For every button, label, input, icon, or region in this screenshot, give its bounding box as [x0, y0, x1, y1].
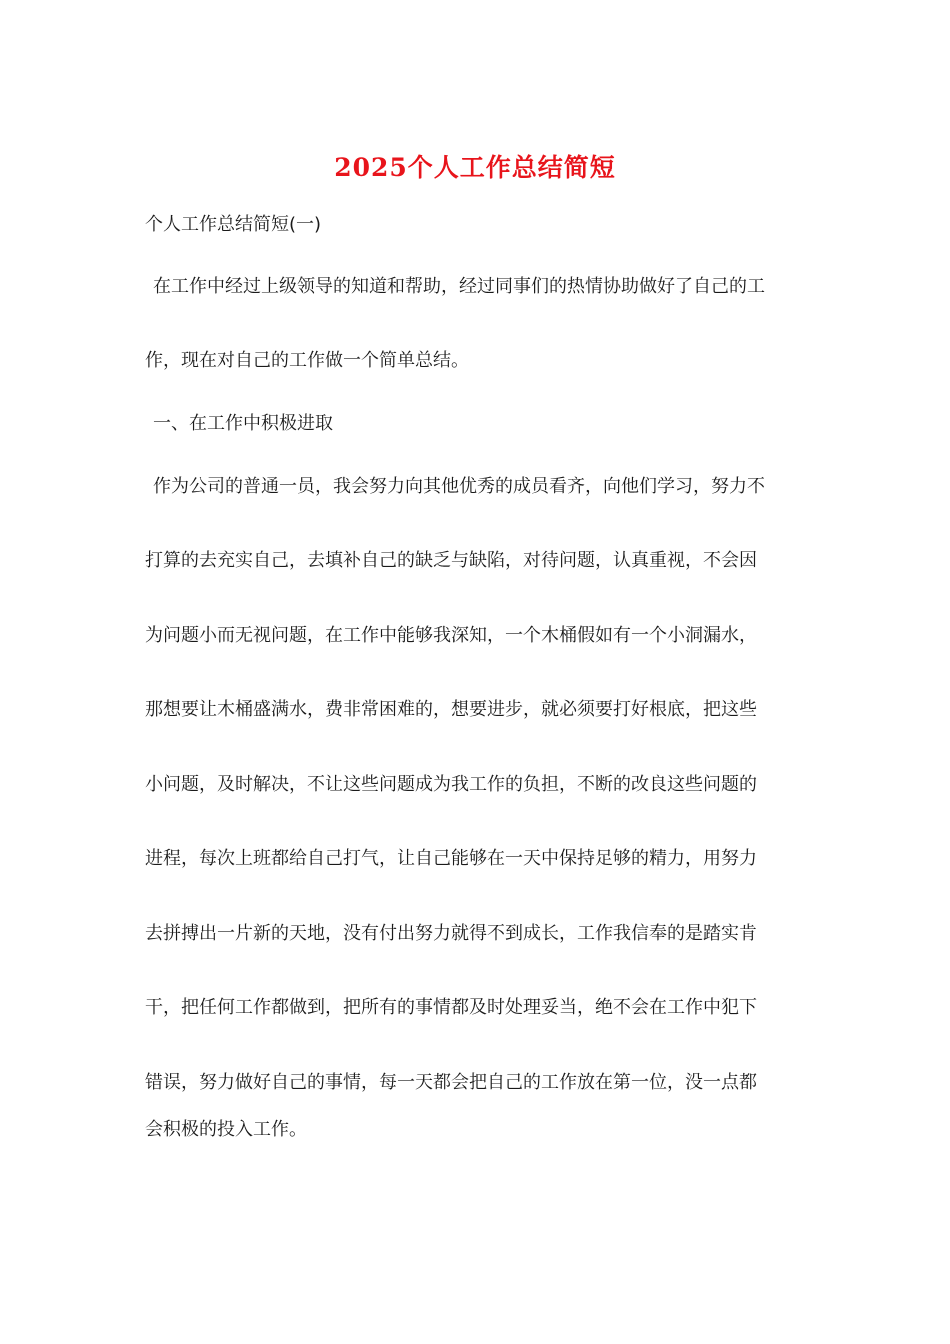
intro-line: 在工作中经过上级领导的知道和帮助，经过同事们的热情协助做好了自己的工: [153, 276, 765, 297]
body-line: 错误，努力做好自己的事情，每一天都会把自己的工作放在第一位，没一点都: [145, 1072, 757, 1093]
body-line: 进程，每次上班都给自己打气，让自己能够在一天中保持足够的精力，用努力: [145, 848, 757, 869]
intro-line: 作，现在对自己的工作做一个简单总结。: [145, 350, 469, 371]
document-subtitle: 个人工作总结简短(一): [145, 214, 322, 235]
document-title: 2025个人工作总结简短: [334, 153, 616, 182]
section-heading: 一、在工作中积极进取: [153, 413, 333, 434]
body-line: 去拼搏出一片新的天地，没有付出努力就得不到成长，工作我信奉的是踏实肯: [145, 923, 757, 944]
body-line: 会积极的投入工作。: [145, 1119, 307, 1140]
body-line: 为问题小而无视问题，在工作中能够我深知，一个木桶假如有一个小洞漏水，: [145, 625, 757, 646]
body-line: 打算的去充实自己，去填补自己的缺乏与缺陷，对待问题，认真重视，不会因: [145, 550, 757, 571]
body-line: 作为公司的普通一员，我会努力向其他优秀的成员看齐，向他们学习，努力不: [153, 476, 765, 497]
body-line: 那想要让木桶盛满水，费非常困难的，想要进步，就必须要打好根底，把这些: [145, 699, 757, 720]
body-line: 干，把任何工作都做到，把所有的事情都及时处理妥当，绝不会在工作中犯下: [145, 997, 757, 1018]
body-line: 小问题，及时解决，不让这些问题成为我工作的负担，不断的改良这些问题的: [145, 774, 757, 795]
